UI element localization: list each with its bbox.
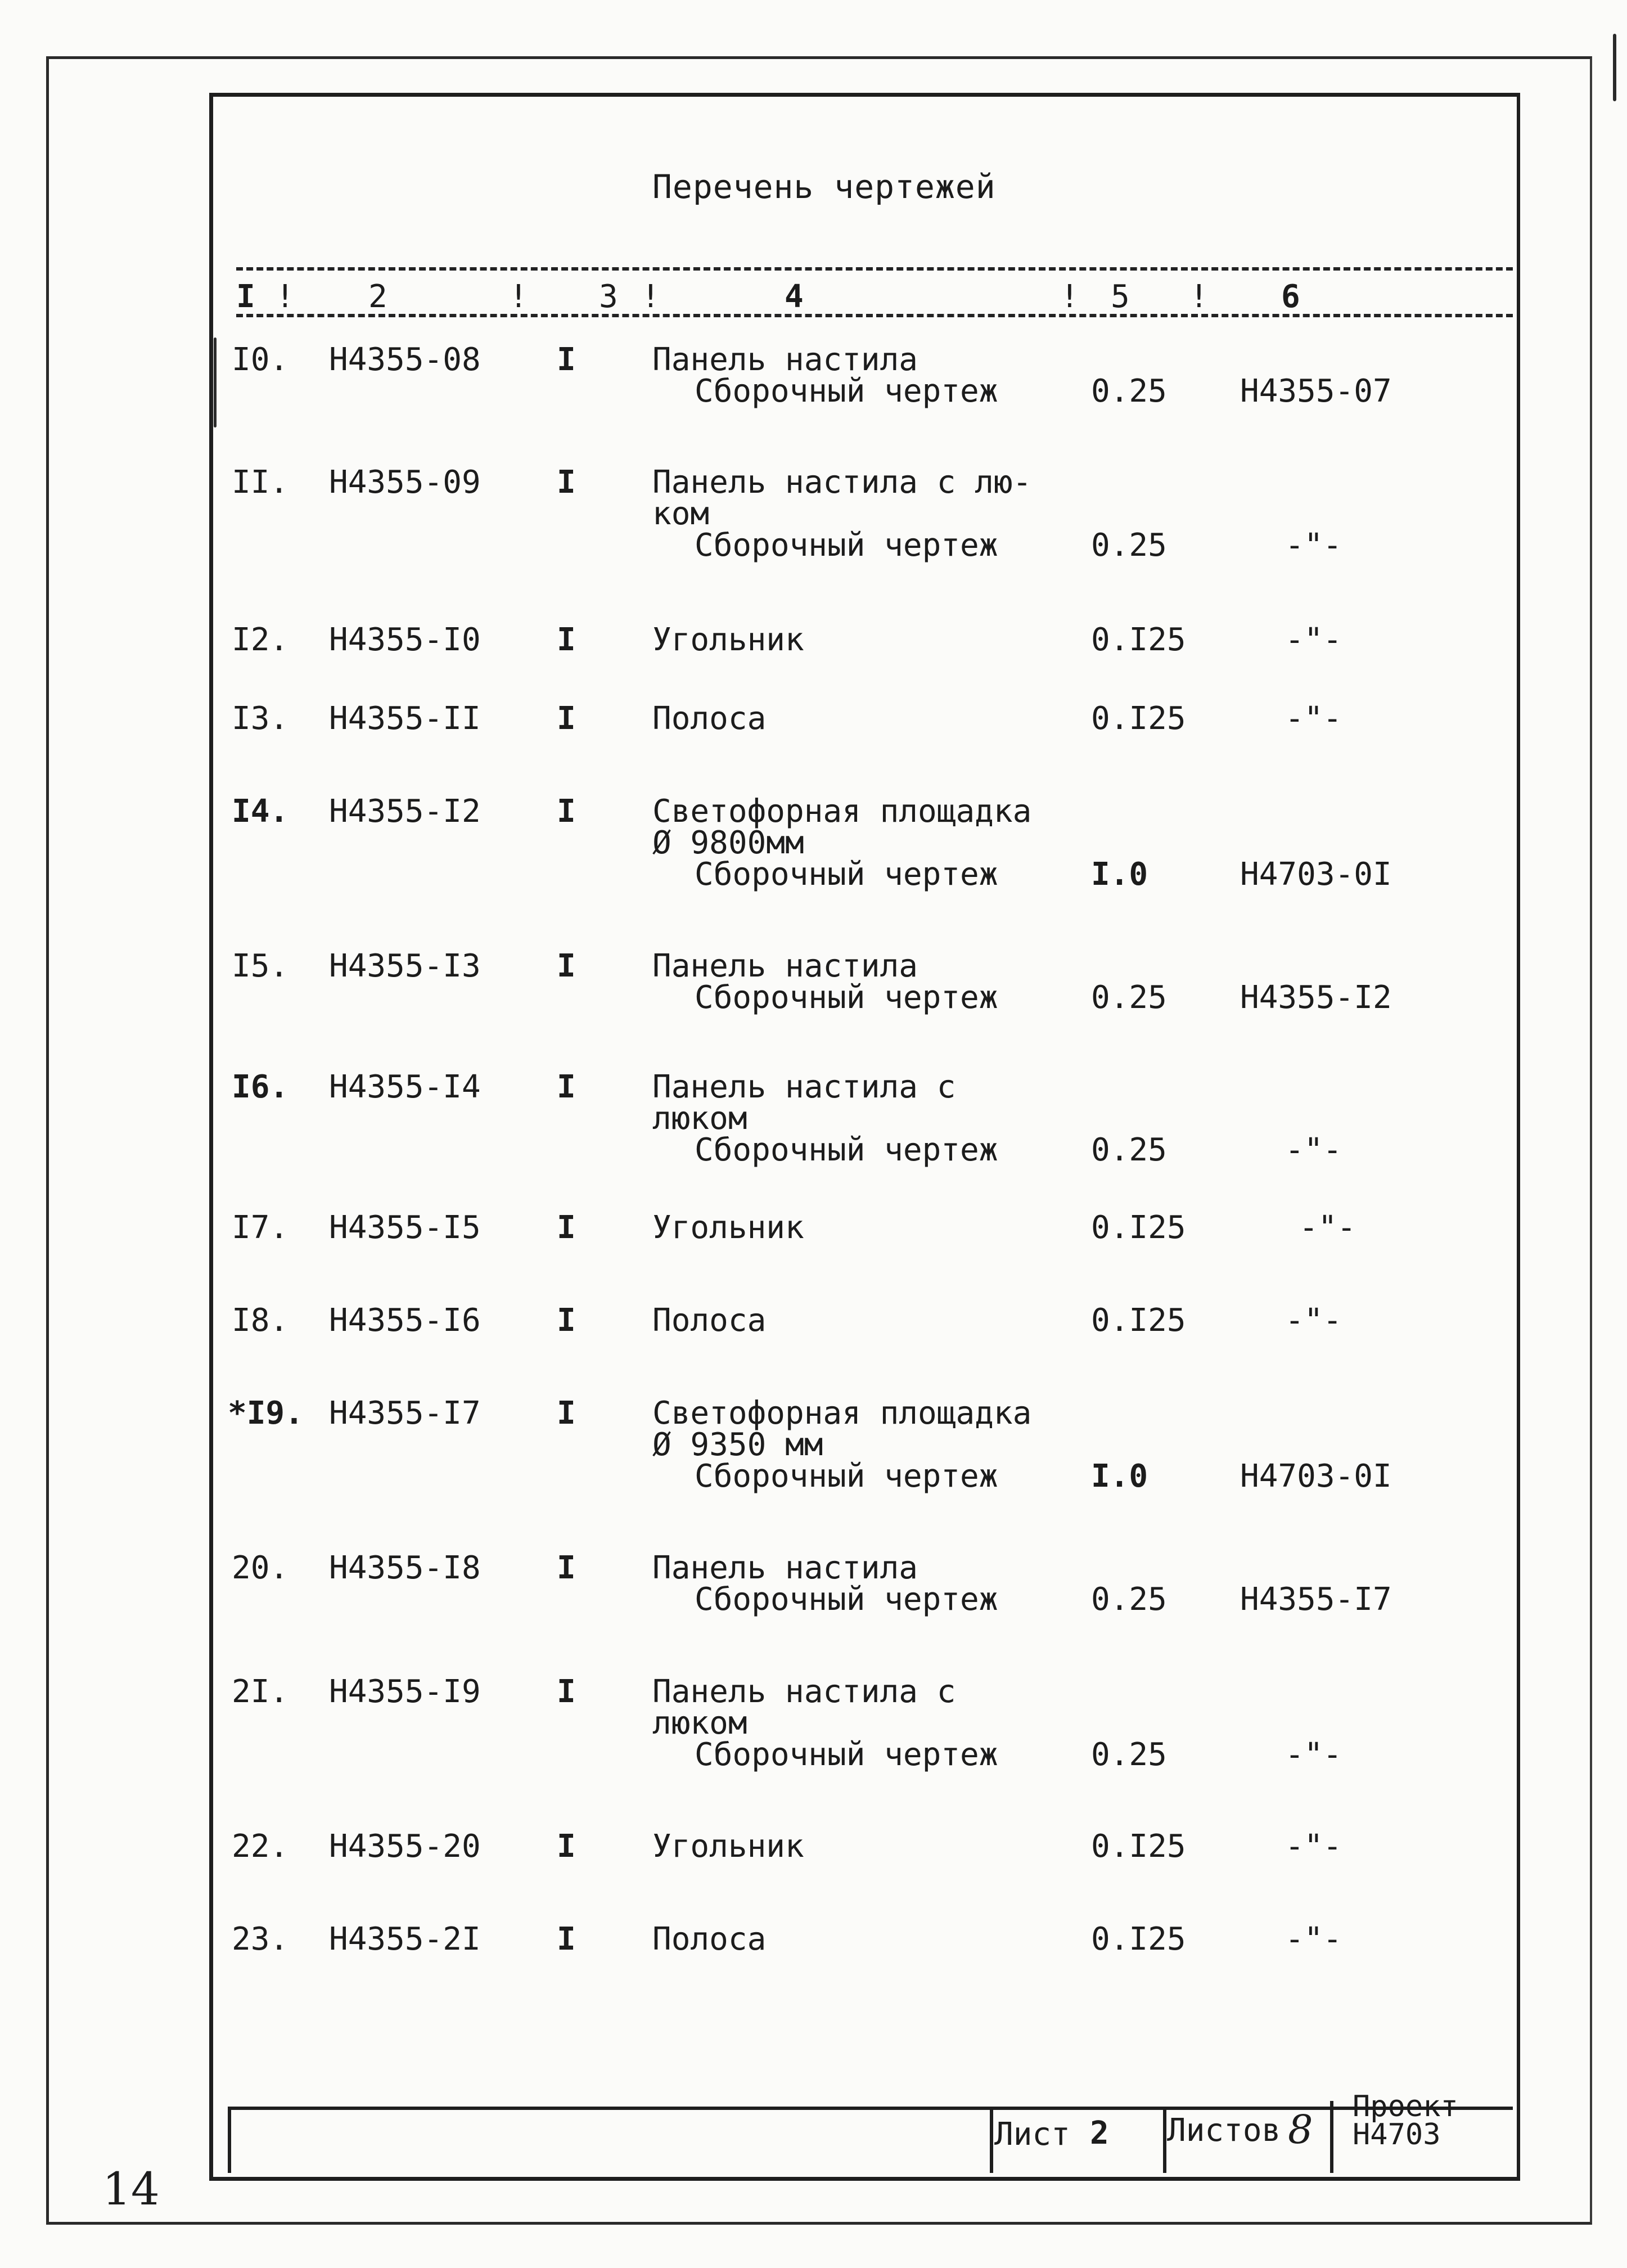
description: Угольник (652, 1209, 804, 1246)
drawing-code: H4355-I6 (329, 1302, 481, 1339)
weight: 0.25 (1091, 979, 1167, 1016)
reference: H4703-0I (1240, 1458, 1392, 1495)
stamp-divider (990, 2107, 993, 2173)
weight: 0.I25 (1091, 1828, 1186, 1865)
drawing-code: H4355-I8 (329, 1550, 481, 1586)
reference: H4355-07 (1240, 373, 1392, 410)
column-header-1: I (236, 278, 255, 315)
column-header-6: 6 (1281, 278, 1300, 315)
row-number: 23. (232, 1921, 289, 1958)
drawing-code: H4355-I2 (329, 793, 481, 830)
description-line: Панель настила с лю- (652, 464, 1032, 501)
column-header-separator: ! (276, 278, 295, 315)
page-title: Перечень чертежей (652, 168, 996, 206)
description: Полоса (652, 1921, 767, 1958)
row-number: I7. (232, 1209, 289, 1246)
header-top-rule (236, 267, 1513, 271)
description-line: Ø 9350 мм (652, 1426, 823, 1463)
reference: -"- (1299, 1209, 1356, 1246)
column-header-5: 5 (1111, 278, 1130, 315)
description-line: Сборочный чертеж (695, 1458, 998, 1495)
description-line: Сборочный чертеж (695, 1736, 998, 1773)
row-number: 22. (232, 1828, 289, 1865)
row-number: I8. (232, 1302, 289, 1339)
quantity: I (557, 1302, 576, 1339)
reference: H4355-I7 (1240, 1581, 1392, 1618)
row-number: I6. (232, 1069, 289, 1105)
description-line: Сборочный чертеж (695, 1581, 998, 1618)
row-number: 2I. (232, 1673, 289, 1710)
row-number: II. (232, 464, 289, 501)
drawing-code: H4355-08 (329, 341, 481, 378)
weight: 0.I25 (1091, 1302, 1186, 1339)
quantity: I (557, 793, 576, 830)
quantity: I (557, 464, 576, 501)
column-header-separator: ! (1060, 278, 1079, 315)
description-line: Панель настила с (652, 1673, 956, 1710)
weight: 0.25 (1091, 1736, 1167, 1773)
row-number: *I9. (228, 1395, 304, 1432)
description-line: Сборочный чертеж (695, 979, 998, 1016)
project-label: Проект (1353, 2090, 1458, 2123)
column-header-separator: ! (509, 278, 528, 315)
quantity: I (557, 1209, 576, 1246)
column-header-4: 4 (785, 278, 804, 315)
quantity: I (557, 1921, 576, 1958)
row-number: I4. (232, 793, 289, 830)
drawing-code: H4355-I4 (329, 1069, 481, 1105)
reference: -"- (1285, 622, 1342, 658)
weight: 0.I25 (1091, 622, 1186, 658)
quantity: I (557, 341, 576, 378)
row-number: 20. (232, 1550, 289, 1586)
row-number: I0. (232, 341, 289, 378)
drawing-code: H4355-II (329, 700, 481, 737)
description-line: Панель настила (652, 948, 918, 984)
description-line: Светофорная площадка (652, 793, 1032, 830)
reference: -"- (1285, 1132, 1342, 1168)
description-line: Панель настила (652, 341, 918, 378)
description: Полоса (652, 700, 767, 737)
stamp-divider (1330, 2101, 1333, 2173)
row-number: I5. (232, 948, 289, 984)
reference: -"- (1285, 1921, 1342, 1958)
description-line: Панель настила (652, 1550, 918, 1586)
quantity: I (557, 700, 576, 737)
header-bottom-rule (236, 314, 1513, 317)
stamp-left-rule (228, 2107, 231, 2173)
weight: 0.25 (1091, 527, 1167, 564)
quantity: I (557, 1828, 576, 1865)
page-number: 14 (102, 2163, 160, 2215)
reference: -"- (1285, 1302, 1342, 1339)
drawing-code: H4355-I0 (329, 622, 481, 658)
column-header-separator: ! (641, 278, 660, 315)
description-line: Панель настила с (652, 1069, 956, 1105)
description-line: Сборочный чертеж (695, 527, 998, 564)
description: Угольник (652, 1828, 804, 1865)
weight: 0.25 (1091, 373, 1167, 410)
column-header-3: 3 (599, 278, 618, 315)
quantity: I (557, 1395, 576, 1432)
stamp-divider (1163, 2107, 1166, 2173)
drawing-code: H4355-2I (329, 1921, 481, 1958)
edge-mark-right (1613, 34, 1616, 101)
sheets-total: 8 (1288, 2107, 1313, 2153)
drawing-code: H4355-20 (329, 1828, 481, 1865)
drawing-code: H4355-I9 (329, 1673, 481, 1710)
weight: 0.25 (1091, 1581, 1167, 1618)
weight: I.0 (1091, 1458, 1148, 1495)
sheets-label: Листов (1167, 2112, 1281, 2149)
drawing-code: H4355-I7 (329, 1395, 481, 1432)
quantity: I (557, 1069, 576, 1105)
description-line: люком (652, 1705, 747, 1742)
weight: 0.I25 (1091, 1209, 1186, 1246)
column-header-2: 2 (368, 278, 387, 315)
reference: -"- (1285, 1736, 1342, 1773)
reference: -"- (1285, 527, 1342, 564)
reference: H4355-I2 (1240, 979, 1392, 1016)
row-number: I3. (232, 700, 289, 737)
description-line: Ø 9800мм (652, 825, 804, 861)
description-line: Сборочный чертеж (695, 856, 998, 893)
weight: 0.25 (1091, 1132, 1167, 1168)
reference: -"- (1285, 700, 1342, 737)
project-number: Н4703 (1353, 2118, 1441, 2152)
description: Угольник (652, 622, 804, 658)
stamp-top-rule (228, 2107, 1513, 2110)
description-line: люком (652, 1100, 747, 1137)
quantity: I (557, 1550, 576, 1586)
quantity: I (557, 948, 576, 984)
reference: H4703-0I (1240, 856, 1392, 893)
row-number: I2. (232, 622, 289, 658)
reference: -"- (1285, 1828, 1342, 1865)
description-line: ком (652, 496, 710, 532)
weight: I.0 (1091, 856, 1148, 893)
description-line: Сборочный чертеж (695, 373, 998, 410)
drawing-code: H4355-I3 (329, 948, 481, 984)
drawing-code: H4355-I5 (329, 1209, 481, 1246)
weight: 0.I25 (1091, 700, 1186, 737)
quantity: I (557, 1673, 576, 1710)
sheet-label: Лист (994, 2116, 1070, 2153)
description-line: Светофорная площадка (652, 1395, 1032, 1432)
weight: 0.I25 (1091, 1921, 1186, 1958)
sheet-number: 2 (1090, 2115, 1109, 2152)
quantity: I (557, 622, 576, 658)
description-line: Сборочный чертеж (695, 1132, 998, 1168)
drawing-code: H4355-09 (329, 464, 481, 501)
description: Полоса (652, 1302, 767, 1339)
column-header-separator: ! (1189, 278, 1209, 315)
